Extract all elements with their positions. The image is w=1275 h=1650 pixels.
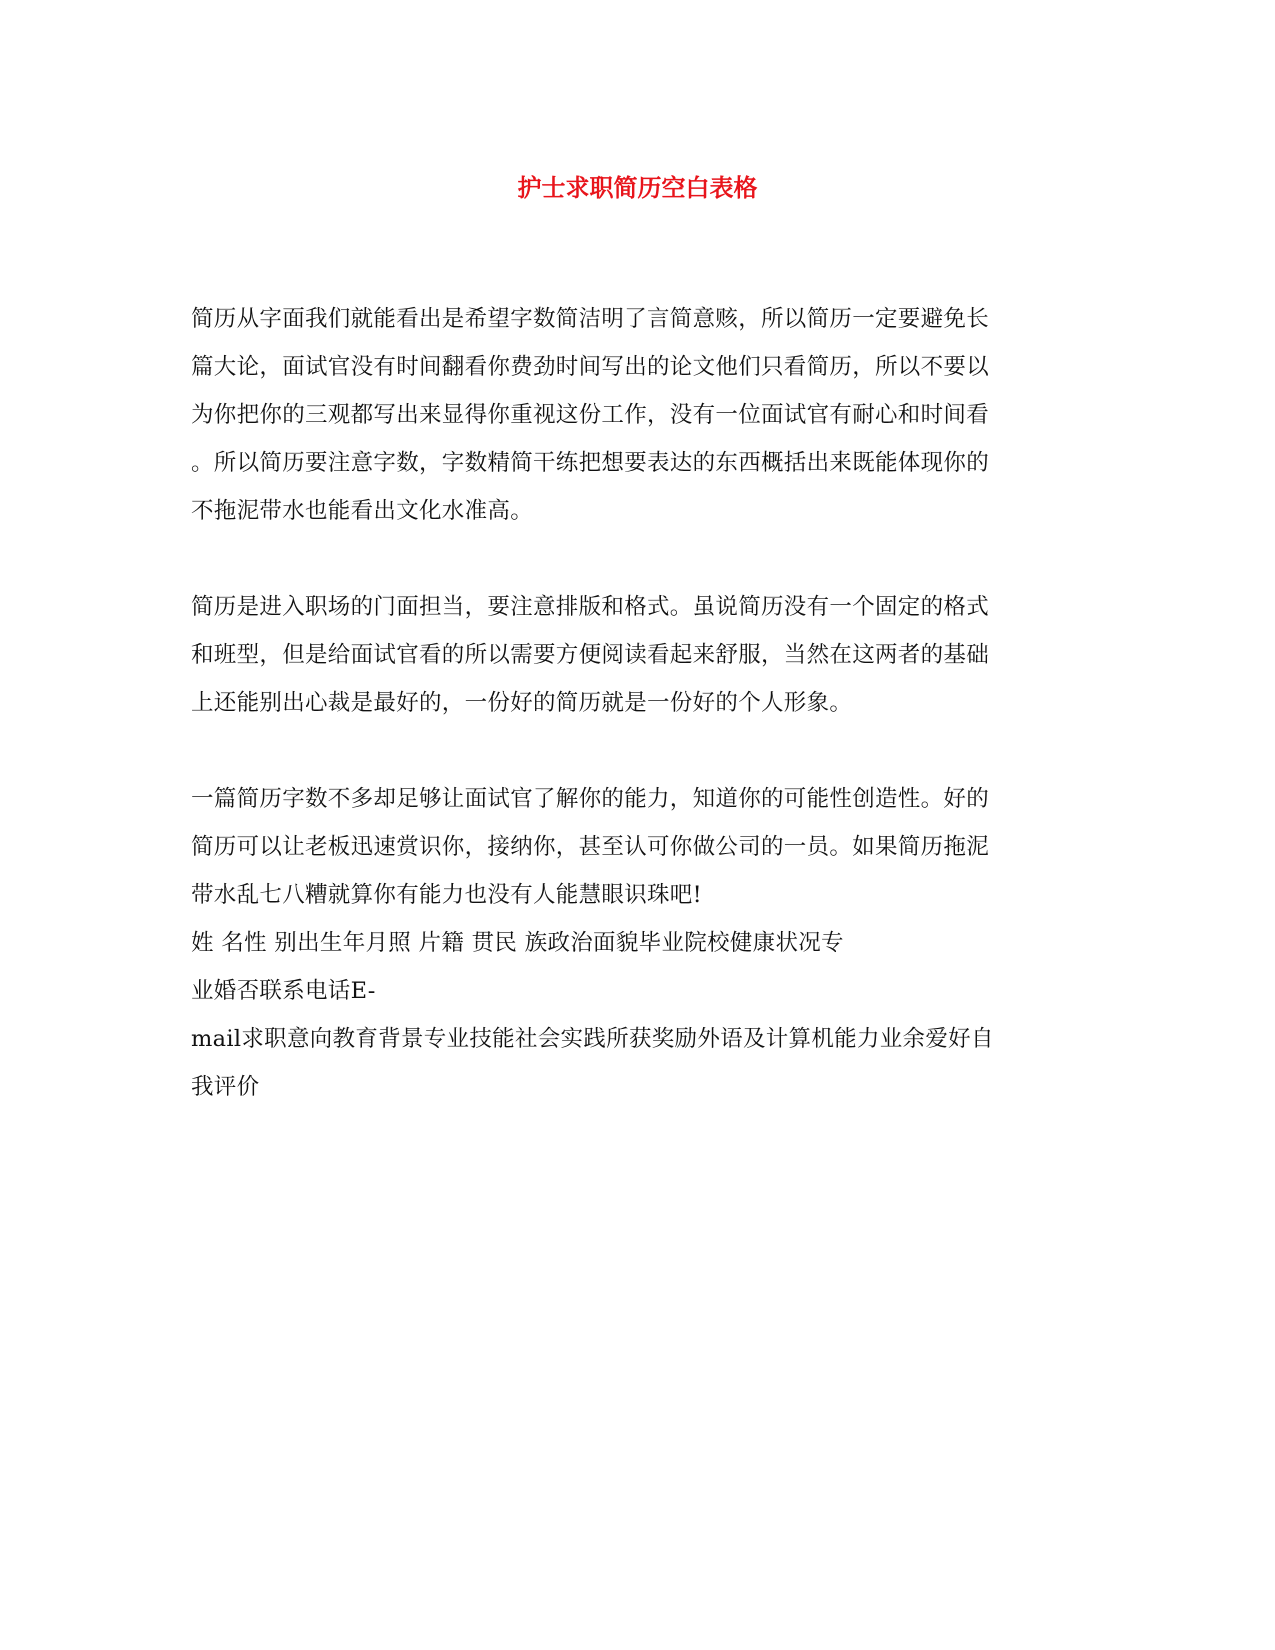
paragraph-line: 简历可以让老板迅速赏识你，接纳你，甚至认可你做公司的一员。如果简历拖泥 — [191, 834, 990, 860]
paragraph-line: 。所以简历要注意字数，字数精简干练把想要表达的东西概括出来既能体现你的 — [191, 450, 990, 476]
paragraph-line: 和班型，但是给面试官看的所以需要方便阅读看起来舒服，当然在这两者的基础 — [191, 642, 990, 668]
form-fields-line: 姓 名性 别出生年月照 片籍 贯民 族政治面貌毕业院校健康状况专 — [191, 930, 844, 956]
paragraph-line: 一篇简历字数不多却足够让面试官了解你的能力，知道你的可能性创造性。好的 — [191, 786, 990, 812]
paragraph-line: 不拖泥带水也能看出文化水准高。 — [191, 498, 534, 524]
paragraph-line: 为你把你的三观都写出来显得你重视这份工作，没有一位面试官有耐心和时间看 — [191, 402, 990, 428]
document-body — [191, 295, 1063, 1111]
paragraph-1 — [191, 295, 1063, 535]
paragraph-2 — [191, 583, 1063, 727]
paragraph-line: 带水乱七八糟就算你有能力也没有人能慧眼识珠吧! — [191, 882, 702, 908]
document-title: 护士求职简历空白表格 — [517, 174, 758, 202]
form-fields-line: mail求职意向教育背景专业技能社会实践所获奖励外语及计算机能力业余爱好自 — [191, 1026, 994, 1052]
paragraph-line: 简历是进入职场的门面担当，要注意排版和格式。虽说简历没有一个固定的格式 — [191, 594, 990, 620]
form-fields-line: 我评价 — [191, 1074, 260, 1100]
paragraph-line: 上还能别出心裁是最好的，一份好的简历就是一份好的个人形象。 — [191, 690, 853, 716]
paragraph-line: 篇大论，面试官没有时间翻看你费劲时间写出的论文他们只看简历，所以不要以 — [191, 354, 990, 380]
paragraph-line: 简历从字面我们就能看出是希望字数简洁明了言简意赅，所以简历一定要避免长 — [191, 306, 990, 332]
form-fields-line: 业婚否联系电话E- — [191, 978, 376, 1004]
paragraph-3 — [191, 775, 1063, 1111]
